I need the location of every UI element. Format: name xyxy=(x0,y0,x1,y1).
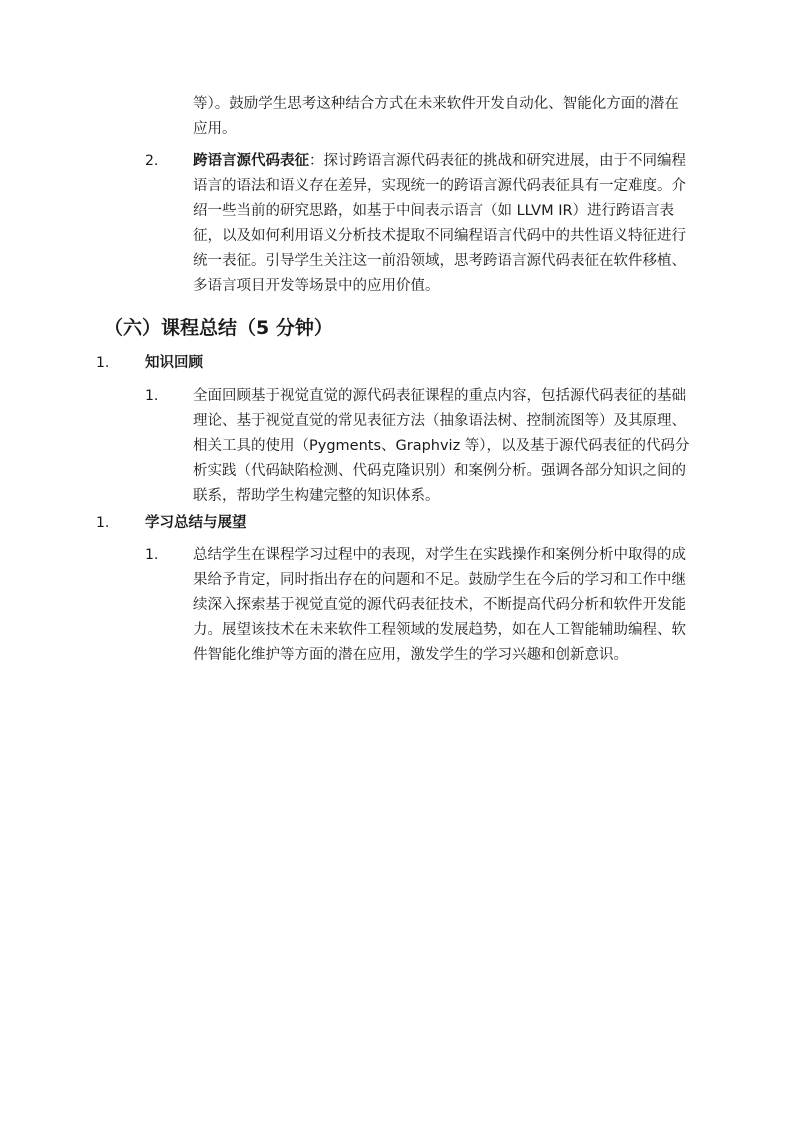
list-number: 1. xyxy=(96,355,110,371)
paragraph-line xyxy=(193,149,703,174)
paragraph-line: 力。展望该技术在未来软件工程领域的发展趋势，如在人工智能辅助编程、软 xyxy=(193,622,686,638)
paragraph-line: 相关工具的使用（Pygments、Graphviz 等），以及基于源代码表征的代码分 xyxy=(193,438,690,454)
paragraph-line: 总结学生在课程学习过程中的表现，对学生在实践操作和案例分析中取得的成 xyxy=(193,547,686,563)
paragraph-line: 多语言项目开发等场景中的应用价值。 xyxy=(193,278,440,294)
paragraph-line: 果给予肯定，同时指出存在的问题和不足。鼓励学生在今后的学习和工作中继 xyxy=(193,572,686,588)
paragraph-line: 语言的语法和语义存在差异，实现统一的跨语言源代码表征具有一定难度。介 xyxy=(193,178,686,194)
paragraph-line: 征，以及如何利用语义分析技术提取不同编程语言代码中的共性语义特征进行 xyxy=(193,228,686,244)
paragraph-line: 件智能化维护等方面的潜在应用，激发学生的学习兴趣和创新意识。 xyxy=(193,647,628,663)
paragraph-line: 析实践（代码缺陷检测、代码克隆识别）和案例分析。强调各部分知识之间的 xyxy=(193,463,686,479)
paragraph-line: 全面回顾基于视觉直觉的源代码表征课程的重点内容，包括源代码表征的基础 xyxy=(193,388,686,404)
paragraph-line: 绍一些当前的研究思路，如基于中间表示语言（如 LLVM IR）进行跨语言表 xyxy=(193,203,675,219)
subsection-title: 知识回顾 xyxy=(145,355,203,371)
paragraph-line: 等）。鼓励学生思考这种结合方式在未来软件开发自动化、智能化方面的潜在 xyxy=(193,96,679,112)
knowledge-review-paragraph xyxy=(193,384,703,509)
list-number: 2. xyxy=(145,153,159,169)
cross-language-paragraph xyxy=(193,149,703,299)
list-number: 1. xyxy=(145,547,159,563)
list-number: 1. xyxy=(96,515,110,531)
subsection-title: 学习总结与展望 xyxy=(145,515,247,531)
summary-paragraph xyxy=(193,543,703,668)
paragraph-line: 续深入探索基于视觉直觉的源代码表征技术，不断提高代码分析和软件开发能 xyxy=(193,597,686,613)
term-label: 跨语言源代码表征 xyxy=(193,153,309,169)
term-description: ：探讨跨语言源代码表征的挑战和研究进展，由于不同编程 xyxy=(309,153,686,169)
continued-paragraph xyxy=(193,92,703,142)
section-heading: （六）课程总结（5 分钟） xyxy=(104,317,333,339)
list-number: 1. xyxy=(145,388,159,404)
paragraph-line: 理论、基于视觉直觉的常见表征方法（抽象语法树、控制流图等）及其原理、 xyxy=(193,413,686,429)
paragraph-line: 联系，帮助学生构建完整的知识体系。 xyxy=(193,488,440,504)
paragraph-line: 应用。 xyxy=(193,121,237,137)
paragraph-line: 统一表征。引导学生关注这一前沿领域，思考跨语言源代码表征在软件移植、 xyxy=(193,253,686,269)
